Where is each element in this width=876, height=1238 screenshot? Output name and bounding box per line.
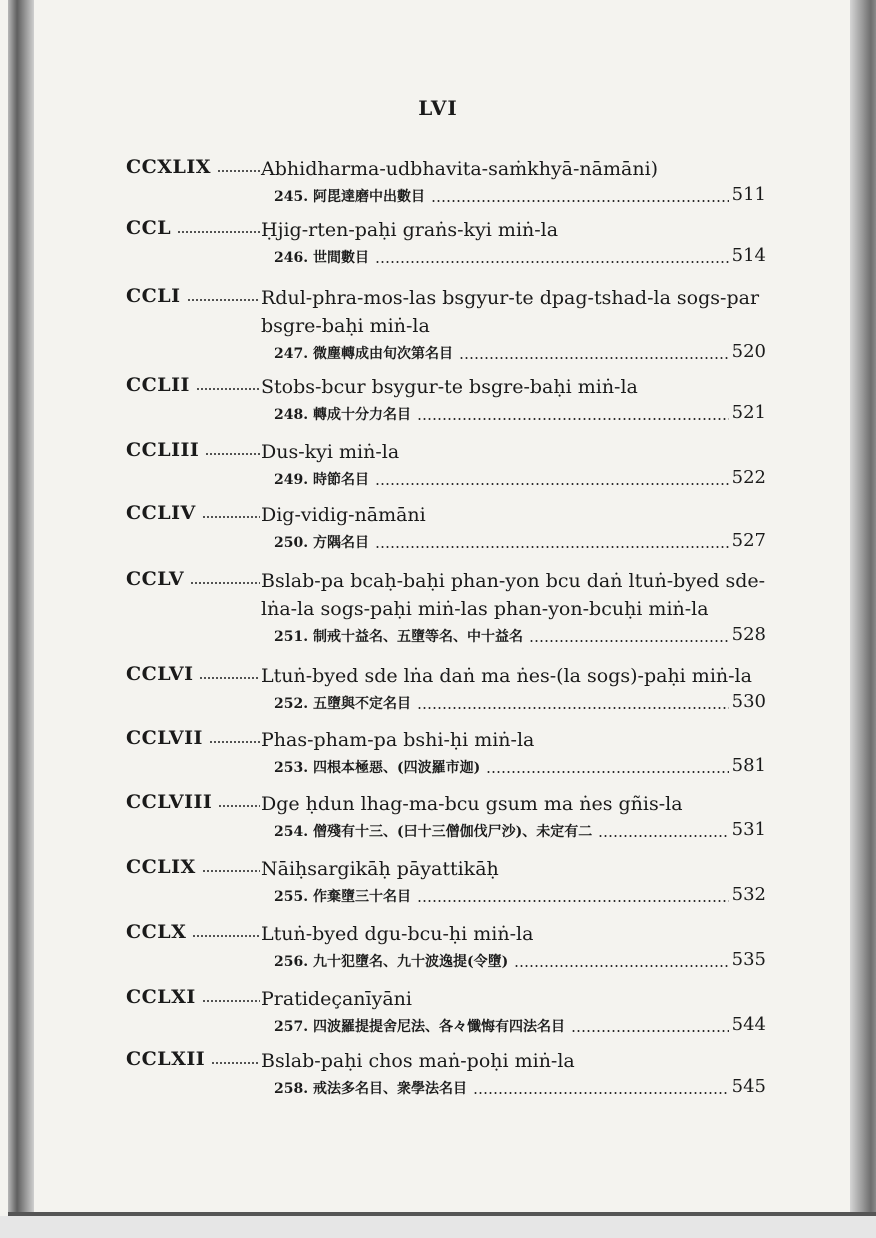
entry-subline: [274, 625, 766, 649]
code-leader-dots: [205, 453, 260, 455]
code-leader-dots: [218, 805, 260, 807]
entry-title-line: Rdul-phra-mos-las bsgyur-te dpag-tshad-la sogs-par: [261, 287, 760, 309]
entry-chinese-title: 254. 僧殘有十三、(曰十三僧伽伐尸沙)、未定有二: [274, 824, 593, 840]
entry-page-number: 522: [731, 467, 766, 488]
entry-code: CCLIX: [126, 856, 196, 878]
entry-page-number: 511: [731, 184, 766, 205]
entry-code: CCLI: [126, 285, 181, 307]
page-leader-dots: [375, 483, 729, 485]
entry-page-number: 545: [731, 1076, 766, 1097]
code-leader-dots: [217, 170, 260, 172]
page-leader-dots: [375, 546, 729, 548]
entry-title: [261, 855, 766, 883]
page-leader-dots: [417, 900, 729, 902]
entry-subline: [274, 692, 766, 716]
entry-title: [261, 790, 766, 818]
entry-page-number: 530: [731, 691, 766, 712]
entry-title-line: lṅa-la sogs-paḥi miṅ-las phan-yon-bcuḥi miṅ-la: [261, 598, 709, 620]
entry-title-line: Abhidharma-udbhavita-saṁkhyā-nāmāni): [261, 158, 659, 180]
page-leader-dots: [598, 835, 729, 837]
page-leader-dots: [473, 1092, 729, 1094]
entry-title-line: Ltuṅ-byed dgu-bcu-ḥi miṅ-la: [261, 923, 534, 945]
entry-code: CCLXI: [126, 986, 196, 1008]
entry-page-number: 520: [731, 341, 766, 362]
entry-title-line: Ltuṅ-byed sde lṅa daṅ ma ṅes-(la sogs)-paḥi miṅ-la: [261, 665, 752, 687]
entry-code: CCLX: [126, 921, 187, 943]
entry-chinese-title: 252. 五墮與不定名目: [274, 696, 411, 712]
entry-code: CCXLIX: [126, 156, 211, 178]
entry-title-line: Nāiḥsargikāḥ pāyattikāḥ: [261, 858, 499, 880]
page-leader-dots: [571, 1030, 729, 1032]
entry-title: [261, 216, 766, 244]
entry-chinese-title: 258. 戒法多名目、衆學法名目: [274, 1081, 467, 1097]
code-leader-dots: [177, 231, 260, 233]
page-leader-dots: [417, 707, 729, 709]
entry-code: CCLXII: [126, 1048, 206, 1070]
code-leader-dots: [196, 388, 260, 390]
entry-subline: [274, 185, 766, 209]
entry-title: [261, 284, 766, 340]
entry-chinese-title: 249. 時節名目: [274, 472, 369, 488]
binding-shadow-right: [850, 0, 876, 1215]
page-leader-dots: [417, 418, 729, 420]
entry-subline: [274, 1015, 766, 1039]
page-leader-dots: [486, 771, 729, 773]
entry-title: [261, 501, 766, 529]
page-leader-dots: [431, 200, 729, 202]
entry-page-number: 514: [731, 245, 766, 266]
entry-title: [261, 662, 766, 690]
entry-chinese-title: 248. 轉成十分力名目: [274, 407, 411, 423]
entry-title-line: Phas-pham-pa bshi-ḥi miṅ-la: [261, 729, 535, 751]
code-leader-dots: [190, 582, 260, 584]
entry-title: [261, 155, 766, 183]
entry-code: CCLIV: [126, 502, 196, 524]
entry-subline: [274, 1077, 766, 1101]
entry-code: CCLVIII: [126, 791, 213, 813]
entry-chinese-title: 256. 九十犯墮名、九十波逸提(令墮): [274, 954, 509, 970]
entry-code: CCLII: [126, 374, 190, 396]
code-leader-dots: [187, 299, 260, 301]
entry-page-number: 531: [731, 819, 766, 840]
entry-title-line: Dge ḥdun lhag-ma-bcu gsum ma ṅes gñis-la: [261, 793, 683, 815]
entry-subline: [274, 756, 766, 780]
code-leader-dots: [202, 516, 260, 518]
page-number: LVI: [418, 96, 458, 120]
entry-chinese-title: 255. 作棄墮三十名目: [274, 889, 411, 905]
entry-title: [261, 438, 766, 466]
code-leader-dots: [202, 1000, 260, 1002]
entry-chinese-title: 253. 四根本極惡、(四波羅市迦): [274, 760, 481, 776]
entry-title: [261, 726, 766, 754]
entry-page-number: 544: [731, 1014, 766, 1035]
entry-title-line: Stobs-bcur bsygur-te bsgre-baḥi miṅ-la: [261, 376, 638, 398]
code-leader-dots: [211, 1062, 260, 1064]
entry-code: CCLVII: [126, 727, 203, 749]
entry-subline: [274, 820, 766, 844]
entry-chinese-title: 247. 微塵轉成由旬次第名目: [274, 346, 453, 362]
entry-title-line: Bslab-pa bcaḥ-baḥi phan-yon bcu daṅ ltuṅ-byed sde-: [261, 570, 766, 592]
entry-chinese-title: 245. 阿毘達磨中出數目: [274, 189, 425, 205]
entry-title: [261, 1047, 766, 1075]
entry-page-number: 532: [731, 884, 766, 905]
under-page: [0, 1216, 876, 1238]
code-leader-dots: [192, 935, 260, 937]
entry-title-line: Bslab-paḥi chos maṅ-poḥi miṅ-la: [261, 1050, 575, 1072]
entry-subline: [274, 403, 766, 427]
entry-code: CCLV: [126, 568, 185, 590]
entry-page-number: 527: [731, 530, 766, 551]
entry-code: CCLIII: [126, 439, 200, 461]
entry-title: [261, 567, 766, 623]
entry-chinese-title: 251. 制戒十益名、五墮等名、中十益名: [274, 629, 523, 645]
code-leader-dots: [202, 870, 260, 872]
entry-title-line: Pratideçanīyāni: [261, 988, 412, 1010]
code-leader-dots: [199, 677, 260, 679]
entry-chinese-title: 250. 方隅名目: [274, 535, 369, 551]
entry-chinese-title: 246. 世間數目: [274, 250, 369, 266]
entry-subline: [274, 468, 766, 492]
page-leader-dots: [459, 357, 729, 359]
entry-title-line: Dig-vidig-nāmāni: [261, 504, 426, 526]
entry-subline: [274, 885, 766, 909]
entry-title: [261, 920, 766, 948]
entry-subline: [274, 531, 766, 555]
entry-title-line: Ḥjig-rten-paḥi graṅs-kyi miṅ-la: [261, 219, 559, 241]
page-leader-dots: [529, 640, 729, 642]
entry-title: [261, 373, 766, 401]
entry-page-number: 535: [731, 949, 766, 970]
page-leader-dots: [514, 965, 729, 967]
page-leader-dots: [375, 261, 729, 263]
code-leader-dots: [209, 741, 260, 743]
entry-subline: [274, 342, 766, 366]
entry-subline: [274, 950, 766, 974]
entry-page-number: 528: [731, 624, 766, 645]
entry-chinese-title: 257. 四波羅提提舍尼法、各々懺悔有四法名目: [274, 1019, 565, 1035]
entry-subline: [274, 246, 766, 270]
entry-title-line: bsgre-baḥi miṅ-la: [261, 315, 430, 337]
entry-title-line: Dus-kyi miṅ-la: [261, 441, 400, 463]
entry-code: CCLVI: [126, 663, 194, 685]
entry-code: CCL: [126, 217, 172, 239]
entry-title: [261, 985, 766, 1013]
binding-shadow-left: [8, 0, 34, 1215]
entry-page-number: 581: [731, 755, 766, 776]
entry-page-number: 521: [731, 402, 766, 423]
